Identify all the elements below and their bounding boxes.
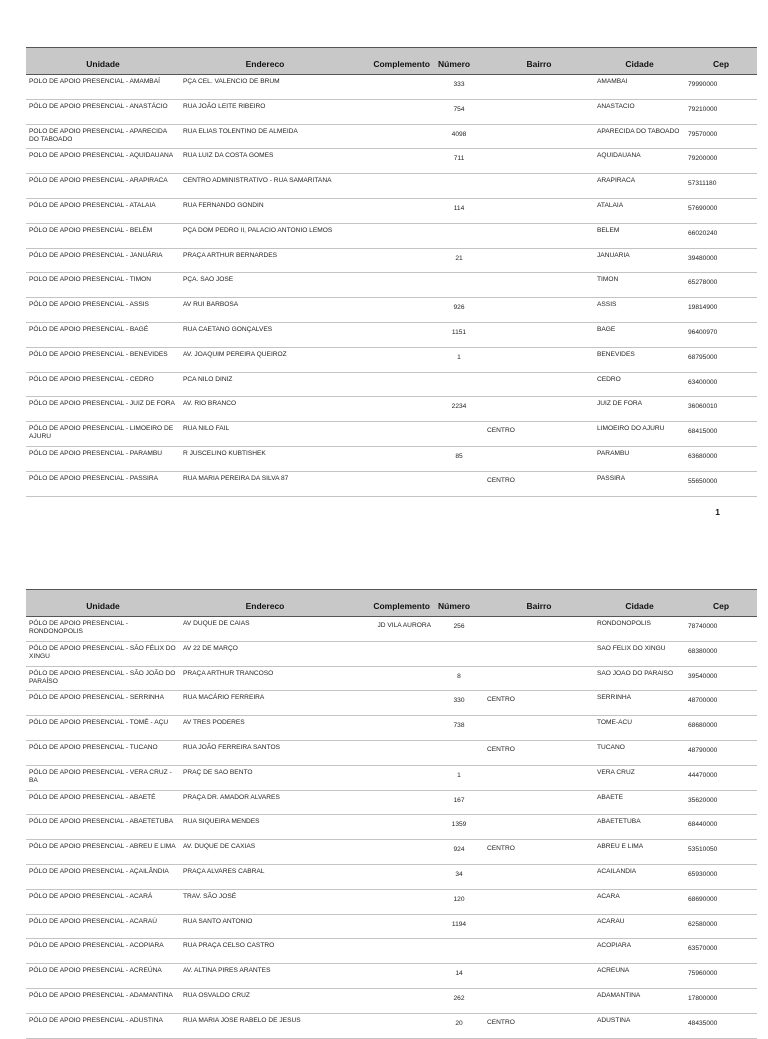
polos-table <box>26 47 757 497</box>
cell-numero <box>434 372 484 397</box>
cell-endereco: RUA NILO FAIL <box>183 425 230 433</box>
header-bairro: Bairro <box>484 590 594 617</box>
cell-cep: 75960000 <box>688 970 718 978</box>
cell-complemento <box>350 815 434 840</box>
cell-cidade: ABAETETUBA <box>597 818 641 826</box>
cell-complemento <box>350 471 434 496</box>
header-endereco: Endereco <box>180 48 350 75</box>
table-row <box>26 397 757 422</box>
cell-numero: 711 <box>453 155 465 163</box>
table-row <box>26 691 757 716</box>
cell-endereco: RUA MARIA JOSE RABELO DE JESUS <box>183 1016 301 1024</box>
cell-cidade: TOME-ACU <box>597 719 633 727</box>
cell-cep: 63680000 <box>688 452 718 460</box>
cell-complemento <box>350 939 434 964</box>
cell-cidade: AMAMBAI <box>597 78 628 85</box>
cell-complemento <box>350 666 434 691</box>
table-header <box>26 48 757 75</box>
table-row <box>26 347 757 372</box>
cell-cidade: SAO FELIX DO XINGU <box>597 644 666 652</box>
cell-cep: 62580000 <box>688 920 718 928</box>
cell-cidade: TIMON <box>597 276 619 284</box>
cell-cidade: ACARA <box>597 892 620 900</box>
cell-numero: 4098 <box>451 130 467 138</box>
cell-unidade: PÓLO DE APOIO PRESENCIAL - ADAMANTINA <box>29 991 173 999</box>
table-row <box>26 666 757 691</box>
cell-endereco: RUA JOÃO LEITE RIBEIRO <box>183 102 266 110</box>
cell-numero: 738 <box>453 722 465 730</box>
cell-endereco: RUA FERNANDO GONDIN <box>183 201 264 209</box>
cell-complemento <box>350 790 434 815</box>
table-row <box>26 75 757 100</box>
table-row <box>26 198 757 223</box>
cell-cep: 63570000 <box>688 945 718 953</box>
cell-complemento <box>350 641 434 666</box>
cell-unidade: PÓLO DE APOIO PRESENCIAL - ABREU E LIMA <box>29 843 176 851</box>
cell-cidade: BELEM <box>597 226 620 234</box>
cell-bairro <box>484 988 594 1013</box>
header-complemento: Complemento <box>350 590 434 617</box>
header-complemento: Complemento <box>350 48 434 75</box>
cell-endereco: PÇA. SAO JOSE <box>183 276 234 284</box>
cell-numero <box>434 740 484 765</box>
cell-cep: 44470000 <box>688 771 718 779</box>
table-row <box>26 174 757 199</box>
cell-cidade: ATALAIA <box>597 201 624 209</box>
cell-complemento <box>350 223 434 248</box>
table-row <box>26 964 757 989</box>
cell-numero: 21 <box>455 254 463 262</box>
cell-endereco: AV. ALTINA PIRES ARANTES <box>183 967 271 975</box>
table-row <box>26 149 757 174</box>
cell-cidade: ADUSTINA <box>597 1016 631 1024</box>
cell-cidade: CEDRO <box>597 375 621 383</box>
cell-bairro <box>484 790 594 815</box>
cell-complemento <box>350 273 434 298</box>
cell-unidade: PÓLO DE APOIO PRESENCIAL - SÃO JOÃO DO PARAÍSO <box>29 669 176 685</box>
cell-unidade: PÓLO DE APOIO PRESENCIAL - ABAETETUBA <box>29 818 174 826</box>
cell-cep: 53510050 <box>688 846 718 854</box>
cell-complemento <box>350 691 434 716</box>
table-row <box>26 641 757 666</box>
cell-cidade: BAGE <box>597 325 616 333</box>
cell-unidade: PÓLO DE APOIO PRESENCIAL - TOMÉ - AÇU <box>29 719 169 727</box>
cell-cep: 68690000 <box>688 895 718 903</box>
header-bairro: Bairro <box>484 48 594 75</box>
table-row <box>26 889 757 914</box>
header-unidade: Unidade <box>26 48 180 75</box>
cell-bairro <box>484 666 594 691</box>
cell-unidade: POLO DE APOIO PRESENCIAL - AMAMBAÍ <box>29 78 160 85</box>
cell-complemento <box>350 397 434 422</box>
cell-cidade: ASSIS <box>597 301 617 309</box>
cell-numero: 2234 <box>451 403 467 411</box>
cell-bairro <box>484 347 594 372</box>
cell-complemento <box>350 99 434 124</box>
cell-bairro <box>484 864 594 889</box>
cell-endereco: AV DUQUE DE CAIAS <box>183 620 250 627</box>
cell-bairro <box>484 223 594 248</box>
cell-numero: 333 <box>453 81 465 88</box>
header-cep: Cep <box>685 48 757 75</box>
cell-unidade: PÓLO DE APOIO PRESENCIAL - SÃO FÉLIX DO XINGU <box>29 644 176 660</box>
cell-cidade: PASSIRA <box>597 474 626 482</box>
cell-complemento <box>350 422 434 447</box>
cell-complemento <box>350 740 434 765</box>
cell-unidade: PÓLO DE APOIO PRESENCIAL - ACOPIARA <box>29 942 164 950</box>
cell-unidade: PÓLO DE APOIO PRESENCIAL - ACREÚNA <box>29 967 162 975</box>
cell-cidade: ANASTACIO <box>597 102 635 110</box>
table-row <box>26 1013 757 1038</box>
cell-endereco: RUA MARIA PEREIRA DA SILVA 87 <box>183 474 289 482</box>
cell-numero: 330 <box>453 697 465 705</box>
cell-cep: 96400970 <box>688 328 718 336</box>
cell-endereco: AV 22 DE MARÇO <box>183 644 238 652</box>
cell-endereco: PÇA CEL. VALENCIO DE BRUM <box>183 78 280 85</box>
cell-unidade: PÓLO DE APOIO PRESENCIAL - ASSIS <box>29 301 149 309</box>
cell-endereco: PRAÇA ARTHUR BERNARDES <box>183 251 278 259</box>
cell-complemento <box>350 347 434 372</box>
cell-cidade: RONDONOPOLIS <box>597 620 651 627</box>
table-row <box>26 617 757 642</box>
cell-complemento: JD VILA AURORA <box>377 622 431 629</box>
cell-cep: 57690000 <box>688 204 718 212</box>
table-page-1 <box>26 47 757 497</box>
cell-endereco: AV RUI BARBOSA <box>183 301 239 309</box>
cell-unidade: PÓLO DE APOIO PRESENCIAL - BAGÉ <box>29 325 149 333</box>
cell-bairro <box>484 298 594 323</box>
cell-unidade: PÓLO DE APOIO PRESENCIAL - CEDRO <box>29 375 154 383</box>
cell-bairro <box>484 149 594 174</box>
cell-bairro <box>484 322 594 347</box>
polos-table <box>26 589 757 1039</box>
cell-numero: 1 <box>457 353 461 361</box>
cell-cep: 68380000 <box>688 647 718 655</box>
cell-numero: 1194 <box>451 920 467 928</box>
cell-numero <box>434 471 484 496</box>
table-row <box>26 422 757 447</box>
cell-bairro <box>484 964 594 989</box>
cell-complemento <box>350 840 434 865</box>
cell-endereco: RUA PRAÇA CELSO CASTRO <box>183 942 275 950</box>
cell-cep: 48435000 <box>688 1019 718 1027</box>
cell-cidade: PARAMBU <box>597 449 630 457</box>
cell-complemento <box>350 988 434 1013</box>
table-row <box>26 740 757 765</box>
cell-unidade: PÓLO DE APOIO PRESENCIAL - ANASTÁCIO <box>29 102 168 110</box>
cell-cep: 57311180 <box>688 180 717 188</box>
cell-complemento <box>350 864 434 889</box>
cell-cep: 78740000 <box>688 623 718 630</box>
header-unidade: Unidade <box>26 590 180 617</box>
cell-numero <box>434 422 484 447</box>
cell-cidade: ARAPIRACA <box>597 177 636 185</box>
cell-cidade: ADAMANTINA <box>597 991 641 999</box>
cell-cep: 68440000 <box>688 821 718 829</box>
cell-cep: 66020240 <box>688 229 718 237</box>
cell-numero: 34 <box>455 870 463 878</box>
cell-numero: 85 <box>455 452 463 460</box>
cell-bairro <box>484 617 594 642</box>
cell-unidade: PÓLO DE APOIO PRESENCIAL - ACARAÚ <box>29 917 158 925</box>
table-row <box>26 298 757 323</box>
header-cep: Cep <box>685 590 757 617</box>
cell-unidade: PÓLO DE APOIO PRESENCIAL - JANUÁRIA <box>29 251 163 259</box>
cell-bairro: CENTRO <box>487 745 515 753</box>
cell-unidade: PÓLO DE APOIO PRESENCIAL - ARAPIRACA <box>29 177 168 185</box>
cell-endereco: PÇA DOM PEDRO II, PALACIO ANTONIO LEMOS <box>183 226 333 234</box>
cell-cep: 79570000 <box>688 130 718 138</box>
cell-cidade: ACARAU <box>597 917 625 925</box>
cell-numero <box>434 641 484 666</box>
cell-complemento <box>350 964 434 989</box>
cell-unidade: PÓLO DE APOIO PRESENCIAL - ATALAIA <box>29 201 156 209</box>
cell-unidade: PÓLO DE APOIO PRESENCIAL - SERRINHA <box>29 694 164 702</box>
cell-cep: 39480000 <box>688 254 718 262</box>
table-row <box>26 322 757 347</box>
cell-endereco: PRAÇA ARTHUR TRANCOSO <box>183 669 274 677</box>
cell-bairro <box>484 124 594 149</box>
table-row <box>26 99 757 124</box>
cell-cep: 55650000 <box>688 477 718 485</box>
cell-unidade: POLO DE APOIO PRESENCIAL - APARECIDA DO TABOADO <box>29 127 167 143</box>
cell-cep: 35620000 <box>688 796 718 804</box>
cell-numero: 1 <box>457 771 461 779</box>
cell-unidade: PÓLO DE APOIO PRESENCIAL - TUCANO <box>29 743 158 751</box>
cell-bairro <box>484 198 594 223</box>
cell-complemento <box>350 75 434 100</box>
header-numero: Número <box>434 590 484 617</box>
cell-numero: 1151 <box>451 328 467 336</box>
cell-bairro <box>484 716 594 741</box>
cell-cidade: ABREU E LIMA <box>597 843 644 851</box>
cell-endereco: RUA SANTO ANTONIO <box>183 917 253 925</box>
cell-unidade: PÓLO DE APOIO PRESENCIAL - LIMOEIRO DE AJURU <box>29 425 174 441</box>
cell-cidade: ACAILANDIA <box>597 867 637 875</box>
table-body <box>26 617 757 1039</box>
cell-bairro <box>484 397 594 422</box>
cell-unidade: PÓLO DE APOIO PRESENCIAL - RONDONOPOLIS <box>29 620 129 635</box>
cell-endereco: PRAÇA ALVARES CABRAL <box>183 867 265 875</box>
cell-endereco: RUA CAETANO GONÇALVES <box>183 325 273 333</box>
cell-endereco: AV. JOAQUIM PEREIRA QUEIROZ <box>183 350 287 358</box>
cell-cidade: VERA CRUZ <box>597 768 635 776</box>
header-endereco: Endereco <box>180 590 350 617</box>
cell-bairro <box>484 273 594 298</box>
cell-complemento <box>350 174 434 199</box>
cell-cep: 48700000 <box>688 697 718 705</box>
cell-endereco: RUA JOÃO FERREIRA SANTOS <box>183 743 280 751</box>
cell-complemento <box>350 914 434 939</box>
cell-unidade: PÓLO DE APOIO PRESENCIAL - ABAETÉ <box>29 793 156 801</box>
cell-endereco: R JUSCELINO KUBTISHEK <box>183 449 266 457</box>
cell-unidade: PÓLO DE APOIO PRESENCIAL - ACARÁ <box>29 892 153 900</box>
cell-unidade: PÓLO DE APOIO PRESENCIAL - PARAMBU <box>29 449 163 457</box>
cell-complemento <box>350 248 434 273</box>
cell-bairro: CENTRO <box>487 1018 515 1026</box>
cell-bairro <box>484 372 594 397</box>
cell-endereco: PRAÇA DR. AMADOR ALVARES <box>183 793 280 801</box>
table-row <box>26 471 757 496</box>
cell-bairro <box>484 99 594 124</box>
cell-complemento <box>350 446 434 471</box>
cell-cep: 65278000 <box>688 279 718 287</box>
table-row <box>26 124 757 149</box>
page-number: 1 <box>715 507 720 517</box>
cell-bairro <box>484 914 594 939</box>
cell-numero: 114 <box>453 204 465 212</box>
cell-endereco: PRAÇ DE SAO BENTO <box>183 768 253 776</box>
cell-endereco: RUA LUIZ DA COSTA GOMES <box>183 152 274 160</box>
cell-endereco: RUA ELIAS TOLENTINO DE ALMEIDA <box>183 127 298 135</box>
table-row <box>26 914 757 939</box>
cell-bairro <box>484 174 594 199</box>
cell-cidade: AQUIDAUANA <box>597 152 641 160</box>
table-row <box>26 716 757 741</box>
table-row <box>26 765 757 790</box>
cell-cidade: ACREUNA <box>597 967 630 975</box>
cell-numero: 1359 <box>451 821 467 829</box>
cell-bairro <box>484 641 594 666</box>
cell-unidade: PÓLO DE APOIO PRESENCIAL - BELÉM <box>29 226 153 234</box>
cell-numero: 754 <box>453 105 465 113</box>
cell-endereco: RUA OSVALDO CRUZ <box>183 991 250 999</box>
cell-bairro <box>484 939 594 964</box>
cell-cep: 36060010 <box>688 403 718 411</box>
table-body <box>26 75 757 497</box>
cell-numero: 262 <box>453 994 465 1002</box>
cell-numero: 14 <box>455 970 463 978</box>
cell-bairro: CENTRO <box>487 427 515 435</box>
table-page-2 <box>26 589 757 1039</box>
cell-endereco: AV. RIO BRANCO <box>183 400 237 408</box>
cell-complemento <box>350 765 434 790</box>
table-row <box>26 790 757 815</box>
table-row <box>26 372 757 397</box>
cell-numero: 926 <box>453 304 465 312</box>
cell-cidade: ACOPIARA <box>597 942 632 950</box>
cell-cidade: SERRINHA <box>597 694 632 702</box>
cell-cep: 19814900 <box>688 304 718 312</box>
table-row <box>26 988 757 1013</box>
cell-bairro: CENTRO <box>487 476 515 484</box>
table-row <box>26 273 757 298</box>
cell-complemento <box>350 889 434 914</box>
cell-cidade: LIMOEIRO DO AJURU <box>597 425 665 433</box>
cell-cidade: BENEVIDES <box>597 350 635 358</box>
cell-cep: 17800000 <box>688 994 718 1002</box>
cell-complemento <box>350 149 434 174</box>
cell-endereco: RUA MACÁRIO FERREIRA <box>183 694 265 702</box>
cell-unidade: PÓLO DE APOIO PRESENCIAL - JUIZ DE FORA <box>29 400 175 408</box>
cell-complemento <box>350 298 434 323</box>
cell-endereco: RUA SIQUEIRA MENDES <box>183 818 260 826</box>
cell-numero: 256 <box>453 623 465 630</box>
cell-endereco: AV TRES PODERES <box>183 719 245 727</box>
cell-unidade: PÓLO DE APOIO PRESENCIAL - BENEVIDES <box>29 350 168 358</box>
table-row <box>26 446 757 471</box>
cell-cep: 39540000 <box>688 672 718 680</box>
cell-unidade: POLO DE APOIO PRESENCIAL - TIMON <box>29 276 152 284</box>
cell-complemento <box>350 322 434 347</box>
cell-bairro: CENTRO <box>487 696 515 704</box>
cell-endereco: TRAV. SÃO JOSÉ <box>183 892 237 900</box>
cell-cidade: APARECIDA DO TABOADO <box>597 127 680 135</box>
cell-complemento <box>350 372 434 397</box>
cell-bairro <box>484 248 594 273</box>
cell-unidade: PÓLO DE APOIO PRESENCIAL - AÇAILÂNDIA <box>29 867 169 875</box>
table-row <box>26 840 757 865</box>
cell-numero: 8 <box>457 672 461 680</box>
cell-unidade: PÓLO DE APOIO PRESENCIAL - ADUSTINA <box>29 1016 163 1024</box>
cell-cep: 79990000 <box>688 81 718 88</box>
cell-cidade: TUCANO <box>597 743 625 751</box>
cell-complemento <box>350 716 434 741</box>
header-cidade: Cidade <box>594 48 685 75</box>
cell-numero <box>434 223 484 248</box>
cell-unidade: PÓLO DE APOIO PRESENCIAL - PASSIRA <box>29 474 158 482</box>
cell-bairro <box>484 815 594 840</box>
cell-cidade: JUIZ DE FORA <box>597 400 643 408</box>
cell-unidade: PÓLO DE APOIO PRESENCIAL - VERA CRUZ - BA <box>29 768 172 784</box>
cell-cep: 79210000 <box>688 105 718 113</box>
header-cidade: Cidade <box>594 590 685 617</box>
cell-cep: 79200000 <box>688 155 718 163</box>
cell-bairro <box>484 446 594 471</box>
cell-endereco: AV. DUQUE DE CAXIAS <box>183 843 256 851</box>
cell-cidade: SAO JOAO DO PARAISO <box>597 669 674 677</box>
cell-numero <box>434 273 484 298</box>
cell-bairro: CENTRO <box>487 845 515 853</box>
table-header <box>26 590 757 617</box>
cell-cep: 48790000 <box>688 746 718 754</box>
cell-bairro <box>484 889 594 914</box>
cell-endereco: PCA NILO DINIZ <box>183 375 233 383</box>
cell-cidade: JANUARIA <box>597 251 630 259</box>
cell-cep: 65930000 <box>688 870 718 878</box>
header-numero: Número <box>434 48 484 75</box>
cell-numero <box>434 174 484 199</box>
cell-unidade: POLO DE APOIO PRESENCIAL - AQUIDAUANA <box>29 152 174 160</box>
cell-cidade: ABAETE <box>597 793 624 801</box>
cell-cep: 68415000 <box>688 428 718 436</box>
cell-complemento <box>350 1013 434 1038</box>
cell-complemento <box>350 198 434 223</box>
cell-bairro <box>484 75 594 100</box>
table-row <box>26 223 757 248</box>
cell-numero: 924 <box>453 846 465 854</box>
cell-numero <box>434 939 484 964</box>
table-row <box>26 864 757 889</box>
cell-numero: 120 <box>453 895 465 903</box>
cell-numero: 20 <box>455 1019 463 1027</box>
cell-numero: 167 <box>453 796 465 804</box>
cell-endereco: CENTRO ADMINISTRATIVO - RUA SAMARITANA <box>183 177 332 185</box>
table-row <box>26 815 757 840</box>
cell-cep: 68795000 <box>688 353 718 361</box>
cell-cep: 63400000 <box>688 378 718 386</box>
table-row <box>26 939 757 964</box>
cell-cep: 68680000 <box>688 722 718 730</box>
table-row <box>26 248 757 273</box>
cell-complemento <box>350 124 434 149</box>
cell-bairro <box>484 765 594 790</box>
